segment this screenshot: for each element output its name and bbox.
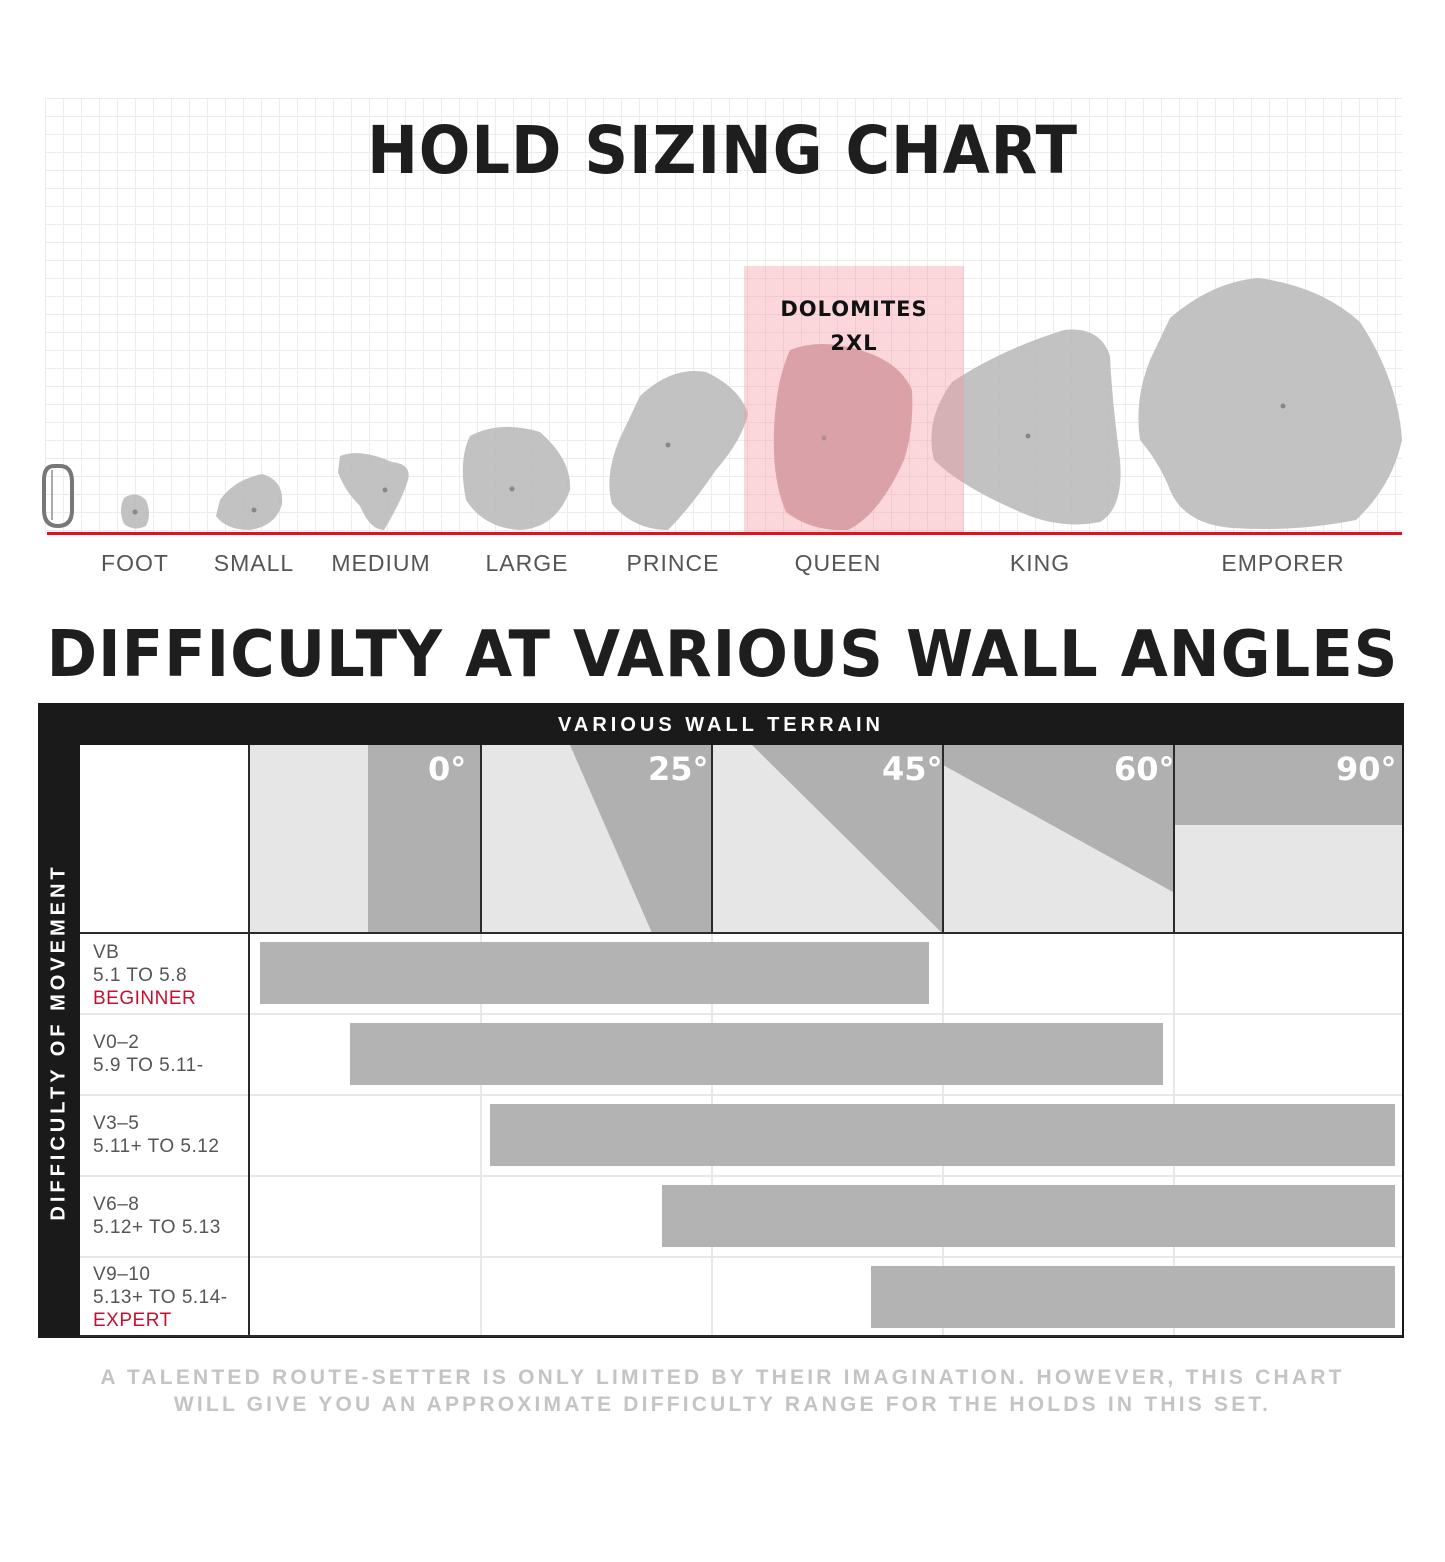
angle-label-0: 0° [428, 750, 467, 788]
size-label-medium: MEDIUM [331, 550, 431, 576]
row-yds: 5.1 TO 5.8 [93, 965, 188, 986]
row-grade: VB [93, 942, 120, 963]
difficulty-bars [260, 942, 1395, 1328]
row-grade: V6–8 [93, 1194, 140, 1215]
difficulty-bar-vb [260, 942, 929, 1004]
difficulty-bar-v6-8 [662, 1185, 1395, 1247]
movement-side-label-text: DIFFICULTY OF MOVEMENT [47, 862, 70, 1221]
size-label-queen: QUEEN [794, 550, 882, 576]
footnote [0, 1364, 1445, 1418]
row-yds: 5.11+ TO 5.12 [93, 1136, 220, 1157]
row-level: BEGINNER [93, 988, 197, 1009]
row-grade: V3–5 [93, 1113, 140, 1134]
size-label-king: KING [1009, 550, 1071, 576]
row-level: EXPERT [93, 1310, 172, 1331]
footnote-line-2: WILL GIVE YOU AN APPROXIMATE DIFFICULTY RANGE FOR THE HOLDS IN THIS SET. [173, 1393, 1272, 1416]
angles-chart-title: DIFFICULTY AT VARIOUS WALL ANGLES [46, 618, 1399, 692]
sizing-chart-title: HOLD SIZING CHART [367, 112, 1078, 189]
angle-label-60: 60° [1114, 750, 1175, 788]
size-label-foot: FOOT [101, 550, 169, 576]
terrain-header-text: VARIOUS WALL TERRAIN [558, 714, 884, 736]
row-yds: 5.13+ TO 5.14- [93, 1287, 228, 1308]
row-grade: V0–2 [93, 1032, 140, 1053]
row-label-v9-10 [93, 1263, 228, 1332]
angle-label-90: 90° [1336, 750, 1397, 788]
angle-label-25: 25° [648, 750, 709, 788]
row-grade: V9–10 [93, 1264, 151, 1285]
difficulty-bar-v0-2 [350, 1023, 1163, 1085]
footnote-line-1: A TALENTED ROUTE-SETTER IS ONLY LIMITED BY THEIR IMAGINATION. HOWEVER, THIS CHART [100, 1366, 1345, 1389]
row-label-vb [93, 941, 196, 1010]
highlight-line-1: DOLOMITES [780, 297, 928, 321]
row-label-v3-5 [93, 1112, 219, 1158]
difficulty-bar-v9-10 [871, 1266, 1395, 1328]
angle-label-45: 45° [882, 750, 943, 788]
difficulty-bar-v3-5 [490, 1104, 1395, 1166]
size-label-prince: PRINCE [626, 550, 720, 576]
highlight-line-2: 2XL [830, 331, 878, 355]
size-label-small: SMALL [213, 550, 295, 576]
size-label-emporer: EMPORER [1221, 550, 1345, 576]
row-yds: 5.9 TO 5.11- [93, 1055, 204, 1076]
size-label-large: LARGE [485, 550, 569, 576]
row-label-v6-8 [93, 1193, 221, 1239]
row-yds: 5.12+ TO 5.13 [93, 1217, 221, 1238]
row-label-v0-2 [93, 1031, 204, 1077]
